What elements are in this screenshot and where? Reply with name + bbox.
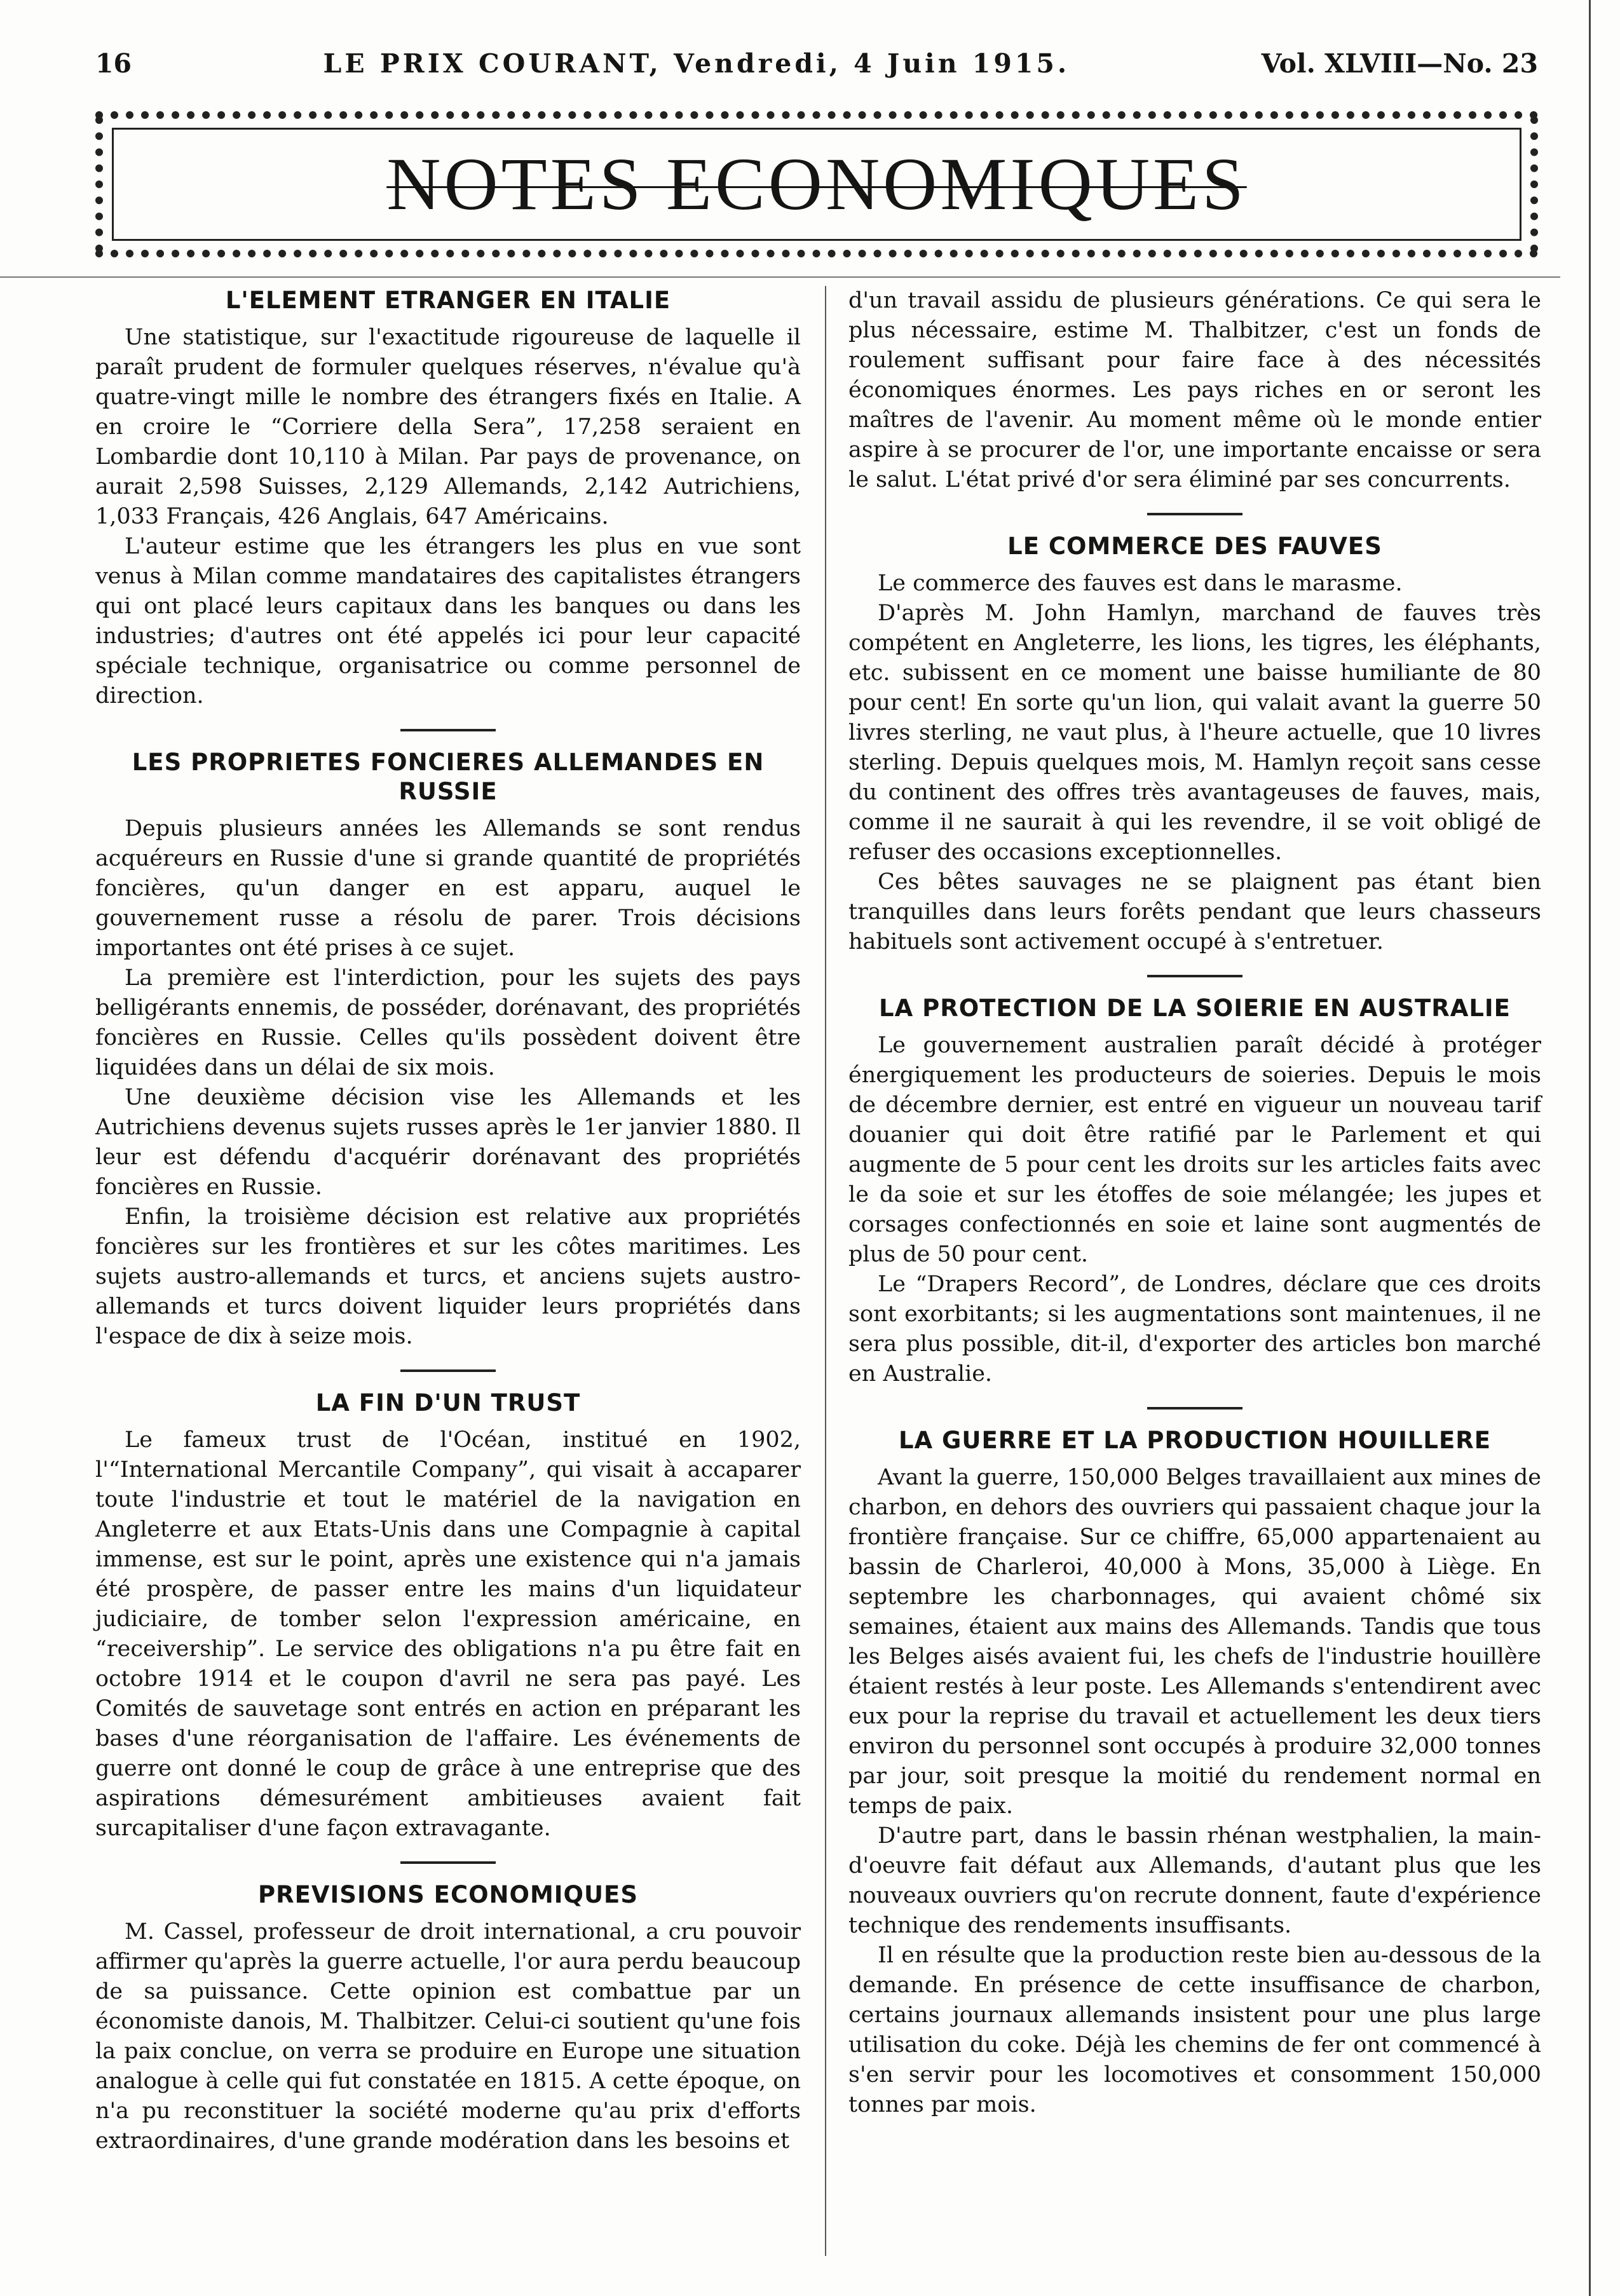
article-separator <box>1147 975 1242 977</box>
page-number: 16 <box>95 48 132 79</box>
article-production-houillere <box>848 1426 1541 2120</box>
article-proprietes-foncieres <box>95 748 801 1352</box>
article-title: LES PROPRIETES FONCIERES ALLEMANDES EN RUSSIE <box>132 749 765 805</box>
publication-line: LE PRIX COURANT, Vendredi, 4 Juin 1915. <box>323 48 1070 79</box>
article-title: LA GUERRE ET LA PRODUCTION HOUILLERE <box>898 1427 1492 1454</box>
article-separator <box>1147 513 1242 515</box>
article-separator <box>400 1861 496 1864</box>
page-header <box>95 38 1538 89</box>
left-column <box>95 286 801 2174</box>
section-title: NOTES ECONOMIQUES <box>386 142 1247 226</box>
article-title: LA FIN D'UN TRUST <box>315 1389 581 1416</box>
volume-number: Vol. XLVIII—No. 23 <box>1261 48 1538 79</box>
article-paragraph: Le commerce des fauves est dans le marasme. <box>878 571 1403 596</box>
article-paragraph: D'après M. John Hamlyn, marchand de fauves très compétent en Angleterre, les lions, les tigres, les éléphants, etc. subissent en ce moment une baisse humiliante de 80 pour cent! En sorte qu'un lion, qui valait avant la guerre 50 livres sterling, ne vaut plus, à l'heure actuelle, que 10 livres sterling. Depuis quelques mois, M. Hamlyn reçoit sans cesse du continent des offres très avantageuses de fauves, mais, comme il ne saurait à qui les revendre, il se voit obligé de refuser des occasions exceptionnelles. <box>848 601 1541 865</box>
article-title: LA PROTECTION DE LA SOIERIE EN AUSTRALIE <box>879 995 1511 1022</box>
article-paragraph: Depuis plusieurs années les Allemands se sont rendus acquéreurs en Russie d'une si grande quantité de propriétés foncières, qu'un danger en est apparu, auquel le gouvernement russe a résolu de parer. Trois décisions importantes ont été prises à ce sujet. <box>95 816 801 961</box>
article-element-etranger <box>95 286 801 711</box>
article-previsions-continued <box>848 286 1541 495</box>
column-divider <box>825 286 826 2256</box>
article-title: LE COMMERCE DES FAUVES <box>1007 533 1382 560</box>
article-separator <box>400 1369 496 1372</box>
banner-frame <box>112 128 1521 241</box>
article-paragraph: M. Cassel, professeur de droit international, a cru pouvoir affirmer qu'après la guerre actuelle, l'or aura perdu beaucoup de sa puissance. Cette opinion est combattue par un économiste danois, M. Thalbitzer. Celui-ci soutient qu'une fois la paix conclue, on verra se produire en Europe une situation analogue à celle qui fut constatée en 1815. A cette époque, on n'a pu reconstituer la société moderne qu'au prix d'efforts extraordinaires, d'une grande modération dans les besoins et <box>95 1919 801 2154</box>
article-previsions-economiques <box>95 1880 801 2156</box>
section-banner <box>95 111 1538 257</box>
article-title: PREVISIONS ECONOMIQUES <box>258 1881 638 1908</box>
article-paragraph: Le fameux trust de l'Océan, institué en 1902, l'“International Mercantile Company”, qui visait à accaparer toute l'industrie et tout le matériel de la navigation en Angleterre et aux Etats-Unis dans une Compagnie à capital immense, est sur le point, après une existence qui n'a jamais été prospère, de passer entre les mains d'un liquidateur judiciaire, de tomber selon l'expression américaine, en “receivership”. Le service des obligations n'a pu être fait en octobre 1914 et le coupon d'avril ne sera pas payé. Les Comités de sauvetage sont entrés en action en préparant les bases d'une réorganisation de l'affaire. Les événements de guerre ont donné le coup de grâce à une entreprise que des aspirations démesurément ambitieuses avaient fait surcapitaliser d'une façon extravagante. <box>95 1427 801 1841</box>
article-title: L'ELEMENT ETRANGER EN ITALIE <box>225 287 671 314</box>
article-separator <box>1147 1407 1242 1410</box>
article-paragraph: L'auteur estime que les étrangers les plus en vue sont venus à Milan comme mandataires des capitalistes étrangers qui ont placé leurs capitaux dans les banques ou dans les industries; d'autres ont été appelés ici pour leur capacité spéciale technique, organisatrice ou comme personnel de direction. <box>95 534 801 709</box>
article-paragraph: Une deuxième décision vise les Allemands et les Autrichiens devenus sujets russes après le 1er janvier 1880. Il leur est défendu d'acquérir dorénavant des propriétés foncières en Russie. <box>95 1085 801 1200</box>
right-column <box>848 286 1541 2138</box>
article-commerce-fauves <box>848 532 1541 957</box>
article-paragraph: Une statistique, sur l'exactitude rigoureuse de laquelle il paraît prudent de formuler quelques réserves, n'évalue qu'à quatre-vingt mille le nombre des étrangers fixés en Italie. A en croire le “Corriere della Sera”, 17,258 seraient en Lombardie dont 10,110 à Milan. Par pays de provenance, on aurait 2,598 Suisses, 2,129 Allemands, 2,142 Autrichiens, 1,033 Français, 426 Anglais, 647 Américains. <box>95 325 801 529</box>
article-paragraph: Ces bêtes sauvages ne se plaignent pas étant bien tranquilles dans leurs forêts pendant que leurs chasseurs habituels sont activement occupé à s'entretuer. <box>848 869 1541 954</box>
article-paragraph: Il en résulte que la production reste bien au-dessous de la demande. En présence de cette insuffisance de charbon, certains journaux allemands insistent pour une plus large utilisation du coke. Déjà les chemins de fer ont commencé à s'en servir pour les locomotives et consomment 150,000 tonnes par mois. <box>848 1943 1541 2117</box>
right-margin-line <box>1589 0 1591 2296</box>
article-paragraph: d'un travail assidu de plusieurs générations. Ce qui sera le plus nécessaire, estime M. Thalbitzer, c'est un fonds de roulement suffisant pour faire face à des nécessités économiques énormes. Les pays riches en or seront les maîtres de l'avenir. Au moment même où le monde entier aspire à se procurer de l'or, une importante encaisse or sera le salut. L'état privé d'or sera éliminé par ses concurrents. <box>848 288 1541 492</box>
article-separator <box>400 729 496 731</box>
article-paragraph: Le gouvernement australien paraît décidé à protéger énergiquement les producteurs de soieries. Depuis le mois de décembre dernier, est entré en vigueur un nouveau tarif douanier qui doit être ratifié par le Parlement et qui augmente de 5 pour cent les droits sur les articles faits avec le da soie et sur les étoffes de soie mélangée; les jupes et corsages confectionnés en soie et laine sont augmentés de plus de 50 pour cent. <box>848 1033 1541 1267</box>
article-paragraph: Enfin, la troisième décision est relative aux propriétés foncières sur les frontières et sur les côtes maritimes. Les sujets austro-allemands et turcs, et anciens sujets austro-allemands et turcs doivent liquider leurs propriétés dans l'espace de dix à seize mois. <box>95 1204 801 1349</box>
article-fin-trust <box>95 1389 801 1844</box>
header-rule <box>0 276 1560 278</box>
article-paragraph: Avant la guerre, 150,000 Belges travaillaient aux mines de charbon, en dehors des ouvriers qui passaient chaque jour la frontière française. Sur ce chiffre, 65,000 appartenaient au bassin de Charleroi, 40,000 à Mons, 35,000 à Liège. En septembre les charbonnages, qui avaient chômé six semaines, étaient aux mains des Allemands. Tandis que tous les Belges aisés avaient fui, les chefs de l'industrie houillère étaient restés à leur poste. Les Allemands s'entendirent avec eux pour la reprise du travail et actuellement les deux tiers environ du personnel sont occupés à produire 32,000 tonnes par jour, soit presque la moitié du rendement normal en temps de paix. <box>848 1465 1541 1819</box>
article-paragraph: Le “Drapers Record”, de Londres, déclare que ces droits sont exorbitants; si les augmentations sont maintenues, il ne sera plus possible, dit-il, d'exporter des articles bon marché en Australie. <box>848 1272 1541 1387</box>
article-paragraph: La première est l'interdiction, pour les sujets des pays belligérants ennemis, de posséder, dorénavant, des propriétés foncières en Russie. Celles qu'ils possèdent doivent être liquidées dans un délai de six mois. <box>95 965 801 1080</box>
article-paragraph: D'autre part, dans le bassin rhénan westphalien, la main-d'oeuvre fait défaut aux Allemands, d'autant plus que les nouveaux ouvriers qu'on recrute donnent, faute d'expérience technique des rendements insuffisants. <box>848 1823 1541 1938</box>
article-protection-soierie <box>848 994 1541 1389</box>
